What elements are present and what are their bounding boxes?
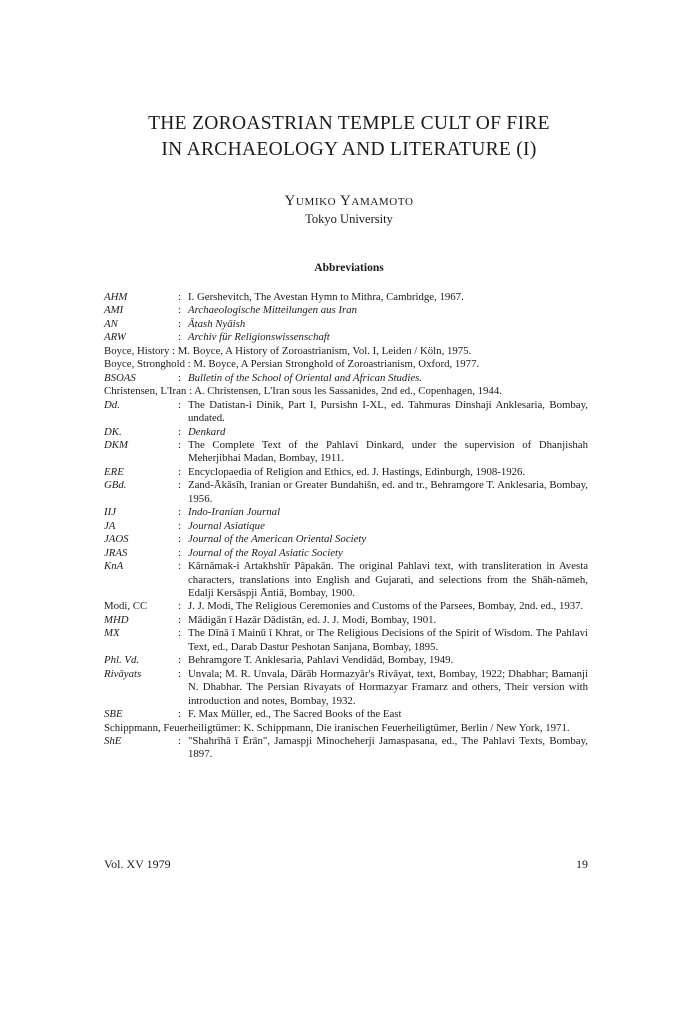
abbreviation-entry	[104, 358, 588, 371]
abbreviation-entry: ShE : "Shahrīhā ī Ērān", Jamaspji Minocheherji Jamaspasana, ed., The Pahlavi Texts, Bombay, 1897.	[104, 734, 588, 761]
abbreviation-key: ShE	[104, 734, 122, 747]
abbreviation-key: MX	[104, 627, 120, 640]
abbreviation-entry: Dd. : The Datistan-i Dinik, Part I, Pursishn I-XL, ed. Tahmuras Dinshaji Anklesaria, Bombay, undated.	[104, 398, 588, 425]
abbreviation-text: Bulletin of the School of Oriental and African Studies.	[188, 371, 423, 384]
abbreviation-entry: Rivāyats : Unvala; M. R. Unvala, Dārāb Hormazyār's Rivāyat, text, Bombay, 1922; Dhabhar; Bamanji N. Dhabhar. The Persian Rivayats of Hormazyar Framarz and others, Their version with introduction and notes, Bombay, 1932.	[104, 667, 588, 707]
abbreviation-text: The Dīnā ī Mainū ī Khrat, or The Religious Decisions of the Spirit of Wisdom. The Pahlavi Text, ed., Darab Dastur Peshotan Sanjana, Bombay, 1895.	[188, 627, 588, 653]
abbreviation-text: M. Boyce, A Persian Stronghold of Zoroastrianism, Oxford, 1977.	[193, 358, 480, 371]
abbreviation-text: Journal of the American Oriental Society	[188, 533, 367, 546]
abbreviation-list	[104, 291, 588, 762]
abbreviation-key: ARW	[104, 331, 126, 344]
abbreviation-entry: JA : Journal Asiatique	[104, 520, 588, 533]
abbreviation-text: Encyclopaedia of Religion and Ethics, ed. J. Hastings, Edinburgh, 1908-1926.	[188, 465, 526, 478]
abbreviation-key: JRAS	[104, 546, 128, 559]
abbreviation-entry: KnA : Kārnāmak-i Artakhshīr Pāpakān. The original Pahlavi text, with transliteration in Avesta characters, translations into English and Gujarati, and selections from the Shāh-nāmeh, Edalji Kersāspji Āntiā, Bombay, 1900.	[104, 560, 588, 599]
abbreviation-key: Boyce, History :	[104, 344, 176, 357]
abbreviation-entry: IIJ : Indo-Iranian Journal	[104, 506, 588, 519]
abbreviation-text: Kārnāmak-i Artakhshīr Pāpakān. The original Pahlavi text, with transliteration in Avesta characters, translations into English and Gujarati, and selections from the Shāh-nāmeh, Edalji Kersāspji Āntiā, Bombay, 1900.	[188, 560, 588, 599]
abbreviation-text: F. Max Müller, ed., The Sacred Books of the East	[188, 708, 402, 721]
abbreviation-text: The Complete Text of the Pahlavi Dinkard, under the supervision of Dhanjishah Meherjibhai Madan, Bombay, 1911.	[188, 438, 588, 465]
abbreviation-key: KnA	[104, 560, 124, 573]
abbreviation-text: Zand-Ākāsīh, Iranian or Greater Bundahišn, ed. and tr., Behramgore T. Anklesaria, Bombay, 1956.	[188, 479, 588, 505]
abbreviation-key: GBd.	[104, 479, 127, 492]
abbreviation-key: MHD	[104, 613, 129, 626]
abbreviation-entry: SBE : F. Max Müller, ed., The Sacred Books of the East	[104, 708, 588, 721]
abbreviation-entry: DK. : Denkard	[104, 426, 588, 439]
abbreviation-text: Journal Asiatique	[188, 519, 265, 532]
abbreviation-entry: GBd. : Zand-Ākāsīh, Iranian or Greater Bundahišn, ed. and tr., Behramgore T. Anklesaria, Bombay, 1956.	[104, 479, 588, 505]
abbreviation-text: Archaeologische Mitteilungen aus Iran	[188, 304, 358, 317]
abbreviation-key: Modi, CC	[104, 600, 148, 613]
abbreviation-text: "Shahrīhā ī Ērān", Jamaspji Minocheherji Jamaspasana, ed., The Pahlavi Texts, Bombay, 1897.	[188, 734, 588, 761]
abbreviation-entry: JRAS : Journal of the Royal Asiatic Society	[104, 547, 588, 560]
abbreviation-key: BSOAS	[104, 371, 136, 384]
abbreviation-text: Mādigān ī Hazār Dādistān, ed. J. J. Modi, Bombay, 1901.	[188, 613, 437, 626]
abbreviation-text: J. J. Modi, The Religious Ceremonies and Customs of the Parsees, Bombay, 2nd. ed., 1937.	[188, 600, 584, 613]
abbreviation-key: AN	[104, 317, 118, 330]
abbreviation-entry: DKM : The Complete Text of the Pahlavi Dinkard, under the supervision of Dhanjishah Meherjibhai Madan, Bombay, 1911.	[104, 438, 588, 465]
abbreviation-entry: ERE : Encyclopaedia of Religion and Ethics, ed. J. Hastings, Edinburgh, 1908-1926.	[104, 466, 588, 479]
abbreviation-entry: ARW : Archiv für Religionswissenschaft	[104, 331, 588, 344]
journal-volume: Vol. XV 1979	[104, 857, 171, 871]
title-line-2: IN ARCHAEOLOGY AND LITERATURE (I)	[161, 139, 537, 160]
abbreviation-text: Denkard	[188, 425, 226, 438]
abbreviation-text: Indo-Iranian Journal	[188, 506, 281, 519]
abbreviation-entry	[104, 722, 588, 735]
abbreviation-text: The Datistan-i Dinik, Part I, Pursishn I-XL, ed. Tahmuras Dinshaji Anklesaria, Bombay, undated.	[188, 398, 588, 425]
abbreviation-text: Behramgore T. Anklesaria, Pahlavi Vendidād, Bombay, 1949.	[188, 654, 454, 667]
abbreviation-key: JAOS	[104, 533, 129, 546]
page-number: 19	[576, 857, 588, 871]
abbreviation-text: M. Boyce, A History of Zoroastrianism, Vol. I, Leiden / Köln, 1975.	[177, 344, 472, 357]
author-name: Yumiko Yamamoto	[284, 193, 414, 209]
abbreviation-entry: AN : Ātash Nyāish	[104, 318, 588, 331]
abbreviation-key: Schippmann, Feuerheiligtümer:	[104, 721, 241, 734]
abbreviation-text: A. Christensen, L'Iran sous les Sassanides, 2nd ed., Copenhagen, 1944.	[194, 385, 502, 398]
abbreviation-key: DKM	[104, 438, 128, 451]
abbreviation-text: I. Gershevitch, The Avestan Hymn to Mithra, Cambridge, 1967.	[188, 291, 464, 303]
section-heading: Abbreviations	[314, 262, 384, 274]
abbreviation-key: AMI	[104, 304, 124, 317]
abbreviation-entry	[104, 345, 588, 358]
abbreviation-text: Unvala; M. R. Unvala, Dārāb Hormazyār's Rivāyat, text, Bombay, 1922; Dhabhar; Bamanji N. Dhabhar. The Persian Rivayats of Hormazyar Framarz and others, Their version with introduction and notes, Bombay, 1932.	[188, 667, 588, 707]
abbreviation-key: Christensen, L'Iran :	[104, 385, 192, 398]
abbreviation-key: AHM	[104, 291, 128, 303]
abbreviation-key: ERE	[104, 465, 124, 478]
abbreviation-key: DK.	[104, 425, 122, 438]
abbreviation-entry: JAOS : Journal of the American Oriental Society	[104, 533, 588, 546]
abbreviation-text: Archiv für Religionswissenschaft	[188, 331, 330, 344]
abbreviation-key: JA	[104, 519, 116, 532]
abbreviation-entry: Modi, CC : J. J. Modi, The Religious Ceremonies and Customs of the Parsees, Bombay, 2nd. ed., 1937.	[104, 600, 588, 613]
abbreviation-key: Dd.	[104, 398, 120, 411]
abbreviation-entry: MHD : Mādigān ī Hazār Dādistān, ed. J. J. Modi, Bombay, 1901.	[104, 614, 588, 627]
title-line-1: THE ZOROASTRIAN TEMPLE CULT OF FIRE	[148, 113, 550, 134]
author-affiliation: Tokyo University	[305, 212, 393, 226]
abbreviation-text: Ātash Nyāish	[188, 317, 246, 330]
abbreviation-key: Rivāyats	[104, 667, 142, 680]
abbreviation-entry: AMI : Archaeologische Mitteilungen aus Iran	[104, 304, 588, 317]
abbreviation-entry: MX : The Dīnā ī Mainū ī Khrat, or The Religious Decisions of the Spirit of Wisdom. The Pahlavi Text, ed., Darab Dastur Peshotan Sanjana, Bombay, 1895.	[104, 627, 588, 653]
abbreviation-key: Phl. Vd.	[104, 654, 140, 667]
abbreviation-entry: BSOAS : Bulletin of the School of Oriental and African Studies.	[104, 372, 588, 385]
abbreviation-entry	[104, 385, 588, 398]
abbreviation-text: K. Schippmann, Die iranischen Feuerheiligtümer, Berlin / New York, 1971.	[243, 721, 570, 734]
abbreviation-text: Journal of the Royal Asiatic Society	[188, 546, 343, 559]
abbreviation-key: SBE	[104, 708, 123, 721]
abbreviation-entry: AHM : I. Gershevitch, The Avestan Hymn to Mithra, Cambridge, 1967.	[104, 291, 588, 304]
abbreviation-key: Boyce, Stronghold :	[104, 358, 191, 371]
abbreviation-key: IIJ	[104, 506, 116, 519]
abbreviation-entry: Phl. Vd. : Behramgore T. Anklesaria, Pahlavi Vendidād, Bombay, 1949.	[104, 654, 588, 667]
